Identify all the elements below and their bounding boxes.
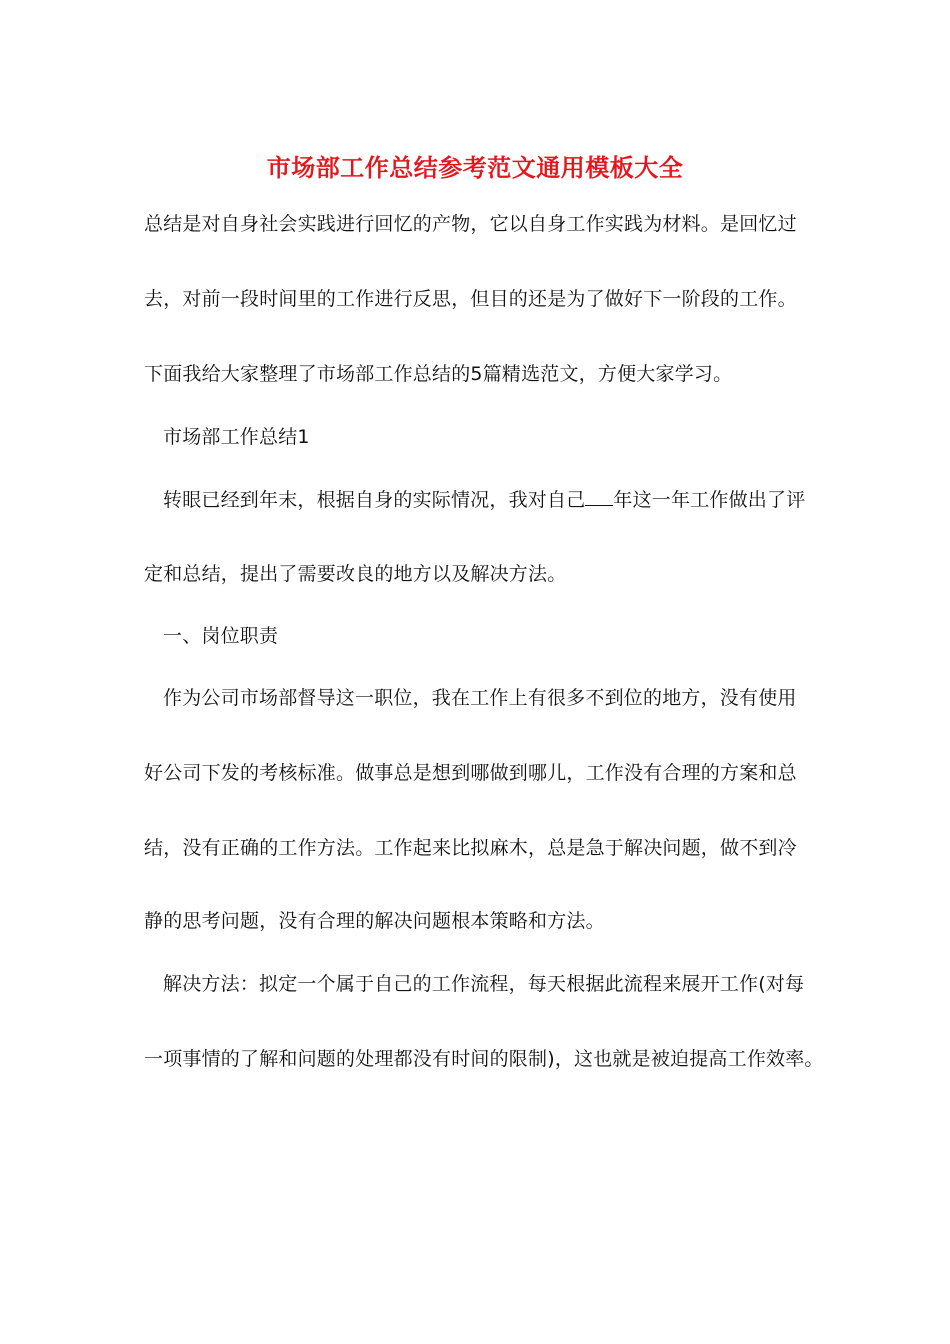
paragraph-line-9: 好公司下发的考核标准。做事总是想到哪做到哪儿，工作没有合理的方案和总 — [144, 762, 797, 784]
paragraph-line-10: 结，没有正确的工作方法。工作起来比拟麻木，总是急于解决问题，做不到冷 — [144, 837, 797, 859]
document-title: 市场部工作总结参考范文通用模板大全 — [266, 153, 684, 182]
paragraph-line-5 — [163, 485, 805, 514]
paragraph-line-2: 去，对前一段时间里的工作进行反思，但目的还是为了做好下一阶段的工作。 — [144, 288, 797, 310]
section-heading-summary-1: 市场部工作总结1 — [163, 426, 310, 448]
paragraph-line-5-part-1: 转眼已经到年末，根据自身的实际情况，我对自己 — [163, 489, 586, 511]
paragraph-line-11: 静的思考问题，没有合理的解决问题根本策略和方法。 — [144, 910, 605, 932]
paragraph-line-5-part-2: 年这一年工作做出了评 — [613, 489, 806, 511]
paragraph-line-12: 解决方法：拟定一个属于自己的工作流程，每天根据此流程来展开工作(对每 — [163, 973, 805, 995]
paragraph-line-3: 下面我给大家整理了市场部工作总结的5篇精选范文，方便大家学习。 — [144, 363, 733, 385]
section-heading-job-duties: 一、岗位职责 — [163, 625, 279, 647]
paragraph-line-13: 一项事情的了解和问题的处理都没有时间的限制)，这也就是被迫提高工作效率。 — [144, 1048, 824, 1070]
paragraph-line-1: 总结是对自身社会实践进行回忆的产物，它以自身工作实践为材料。是回忆过 — [144, 213, 797, 235]
paragraph-line-6: 定和总结，提出了需要改良的地方以及解决方法。 — [144, 563, 567, 585]
paragraph-line-8: 作为公司市场部督导这一职位，我在工作上有很多不到位的地方，没有使用 — [163, 687, 797, 709]
fill-in-blank — [585, 485, 613, 506]
